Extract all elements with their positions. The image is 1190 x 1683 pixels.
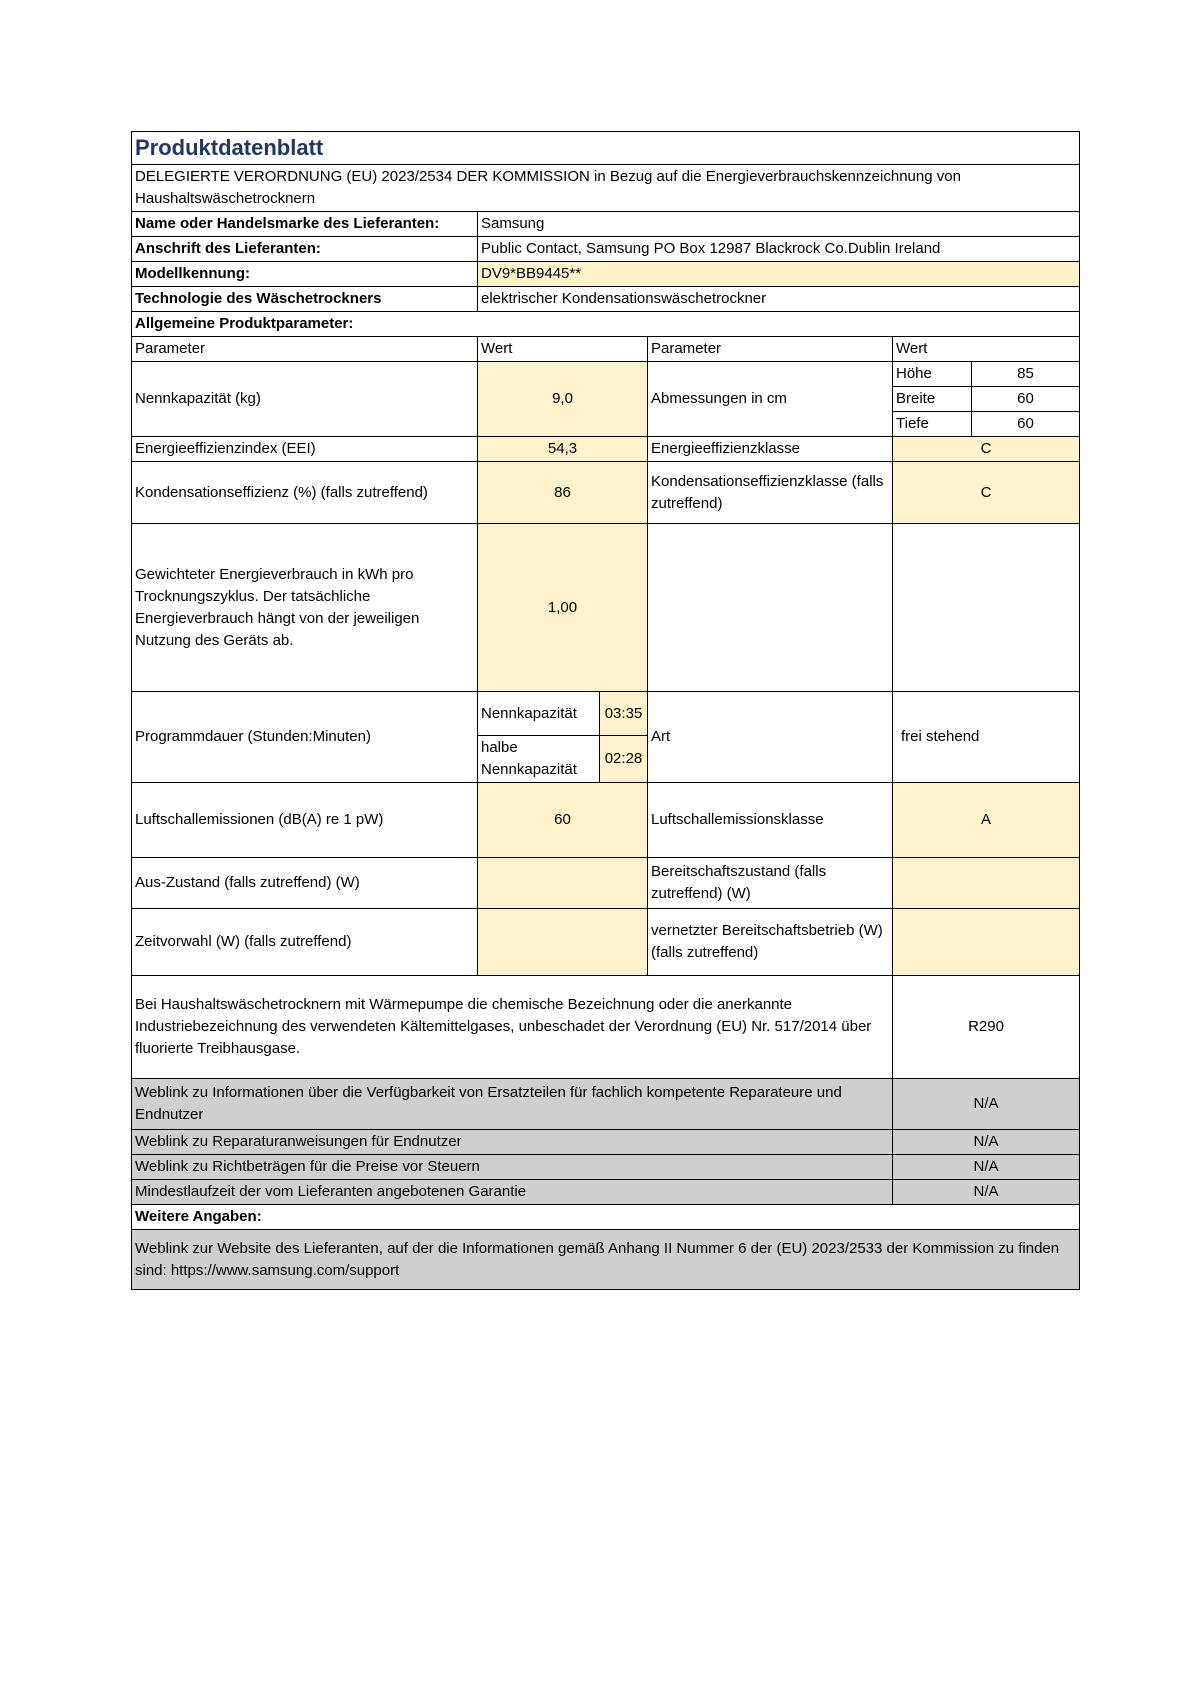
- supplier-name-label: Name oder Handelsmarke des Lieferanten:: [132, 212, 478, 237]
- depth-label: Tiefe: [893, 412, 972, 437]
- weblink-row: [132, 1130, 1080, 1155]
- general-heading: Allgemeine Produktparameter:: [132, 312, 1080, 337]
- capacity-label: Nennkapazität (kg): [132, 362, 478, 437]
- noise-value: 60: [478, 783, 648, 858]
- condensation-class-label: Kondensationseffizienzklasse (falls zutreffend): [648, 462, 893, 524]
- product-data-sheet: [131, 131, 1079, 1290]
- weblink-row: [132, 1079, 1080, 1130]
- eei-label: Energieeffizienzindex (EEI): [132, 437, 478, 462]
- capacity-row: [132, 362, 1080, 387]
- condensation-row: [132, 462, 1080, 524]
- refrigerant-value: R290: [893, 976, 1080, 1079]
- weblink-value: N/A: [893, 1180, 1080, 1205]
- condensation-value: 86: [478, 462, 648, 524]
- supplier-address-label: Anschrift des Lieferanten:: [132, 237, 478, 262]
- header-value-2: Wert: [893, 337, 1080, 362]
- duration-label: Programmdauer (Stunden:Minuten): [132, 692, 478, 783]
- weblink-label: Weblink zu Reparaturanweisungen für Endnutzer: [132, 1130, 893, 1155]
- weblink-value: N/A: [893, 1079, 1080, 1130]
- type-value: frei stehend: [893, 692, 1080, 783]
- condensation-class-value: C: [893, 462, 1080, 524]
- refrigerant-row: [132, 976, 1080, 1079]
- model-row: [132, 262, 1080, 287]
- half-capacity-label: halbe Nennkapazität: [478, 736, 600, 783]
- delay-start-row: [132, 909, 1080, 976]
- width-label: Breite: [893, 387, 972, 412]
- noise-label: Luftschallemissionen (dB(A) re 1 pW): [132, 783, 478, 858]
- energy-class-value: C: [893, 437, 1080, 462]
- full-capacity-duration: 03:35: [600, 692, 648, 736]
- supplier-name-row: [132, 212, 1080, 237]
- technology-value: elektrischer Kondensationswäschetrockner: [478, 287, 1080, 312]
- further-heading: Weitere Angaben:: [132, 1205, 1080, 1230]
- weblink-value: N/A: [893, 1130, 1080, 1155]
- depth-value: 60: [972, 412, 1080, 437]
- empty-cell-b: [893, 524, 1080, 692]
- refrigerant-label: Bei Haushaltswäschetrocknern mit Wärmepumpe die chemische Bezeichnung oder die anerkannte Industriebezeichnung des verwendeten Kältemittelgases, unbeschadet der Verordnung (EU) Nr. 517/2014 über fluorierte Treibhausgase.: [132, 976, 893, 1079]
- further-text: Weblink zur Website des Lieferanten, auf der die Informationen gemäß Anhang II Nummer 6 der (EU) 2023/2533 der Kommission zu finden sind: https://www.samsung.com/support: [132, 1230, 1080, 1290]
- weblink-label: Mindestlaufzeit der vom Lieferanten angebotenen Garantie: [132, 1180, 893, 1205]
- height-label: Höhe: [893, 362, 972, 387]
- page-title: Produktdatenblatt: [132, 132, 1080, 165]
- noise-class-value: A: [893, 783, 1080, 858]
- energy-consumption-label: Gewichteter Energieverbrauch in kWh pro Trocknungszyklus. Der tatsächliche Energieverbrauch hängt von der jeweiligen Nutzung des Geräts ab.: [132, 524, 478, 692]
- off-mode-row: [132, 858, 1080, 909]
- noise-class-label: Luftschallemissionsklasse: [648, 783, 893, 858]
- weblink-row: [132, 1155, 1080, 1180]
- condensation-label: Kondensationseffizienz (%) (falls zutreffend): [132, 462, 478, 524]
- weblink-label: Weblink zu Richtbeträgen für die Preise vor Steuern: [132, 1155, 893, 1180]
- height-value: 85: [972, 362, 1080, 387]
- networked-standby-value: [893, 909, 1080, 976]
- technology-label: Technologie des Wäschetrockners: [132, 287, 478, 312]
- supplier-address-value: Public Contact, Samsung PO Box 12987 Blackrock Co.Dublin Ireland: [478, 237, 1080, 262]
- weblink-row: [132, 1180, 1080, 1205]
- empty-cell-a: [648, 524, 893, 692]
- noise-row: [132, 783, 1080, 858]
- energy-consumption-value: 1,00: [478, 524, 648, 692]
- delay-start-label: Zeitvorwahl (W) (falls zutreffend): [132, 909, 478, 976]
- off-mode-value: [478, 858, 648, 909]
- width-value: 60: [972, 387, 1080, 412]
- general-heading-row: [132, 312, 1080, 337]
- full-capacity-label: Nennkapazität: [478, 692, 600, 736]
- weblink-label: Weblink zu Informationen über die Verfügbarkeit von Ersatzteilen für fachlich kompetente Reparateure und Endnutzer: [132, 1079, 893, 1130]
- duration-row-full: [132, 692, 1080, 736]
- networked-standby-label: vernetzter Bereitschaftsbetrieb (W) (falls zutreffend): [648, 909, 893, 976]
- header-value-1: Wert: [478, 337, 648, 362]
- capacity-value: 9,0: [478, 362, 648, 437]
- standby-label: Bereitschaftszustand (falls zutreffend) (W): [648, 858, 893, 909]
- off-mode-label: Aus-Zustand (falls zutreffend) (W): [132, 858, 478, 909]
- further-heading-row: [132, 1205, 1080, 1230]
- model-value: DV9*BB9445**: [478, 262, 1080, 287]
- header-row: [132, 337, 1080, 362]
- further-text-row: [132, 1230, 1080, 1290]
- regulation-text: DELEGIERTE VERORDNUNG (EU) 2023/2534 DER KOMMISSION in Bezug auf die Energieverbrauchskennzeichnung von Haushaltswäschetrocknern: [132, 165, 1080, 212]
- type-label: Art: [648, 692, 893, 783]
- header-param-1: Parameter: [132, 337, 478, 362]
- standby-value: [893, 858, 1080, 909]
- supplier-name-value: Samsung: [478, 212, 1080, 237]
- header-param-2: Parameter: [648, 337, 893, 362]
- half-capacity-duration: 02:28: [600, 736, 648, 783]
- eei-value: 54,3: [478, 437, 648, 462]
- supplier-address-row: [132, 237, 1080, 262]
- model-label: Modellkennung:: [132, 262, 478, 287]
- technology-row: [132, 287, 1080, 312]
- regulation-row: [132, 165, 1080, 212]
- dimensions-label: Abmessungen in cm: [648, 362, 893, 437]
- energy-consumption-row: [132, 524, 1080, 692]
- weblink-value: N/A: [893, 1155, 1080, 1180]
- eei-row: [132, 437, 1080, 462]
- data-sheet-table: [131, 131, 1080, 1290]
- title-row: [132, 132, 1080, 165]
- energy-class-label: Energieeffizienzklasse: [648, 437, 893, 462]
- delay-start-value: [478, 909, 648, 976]
